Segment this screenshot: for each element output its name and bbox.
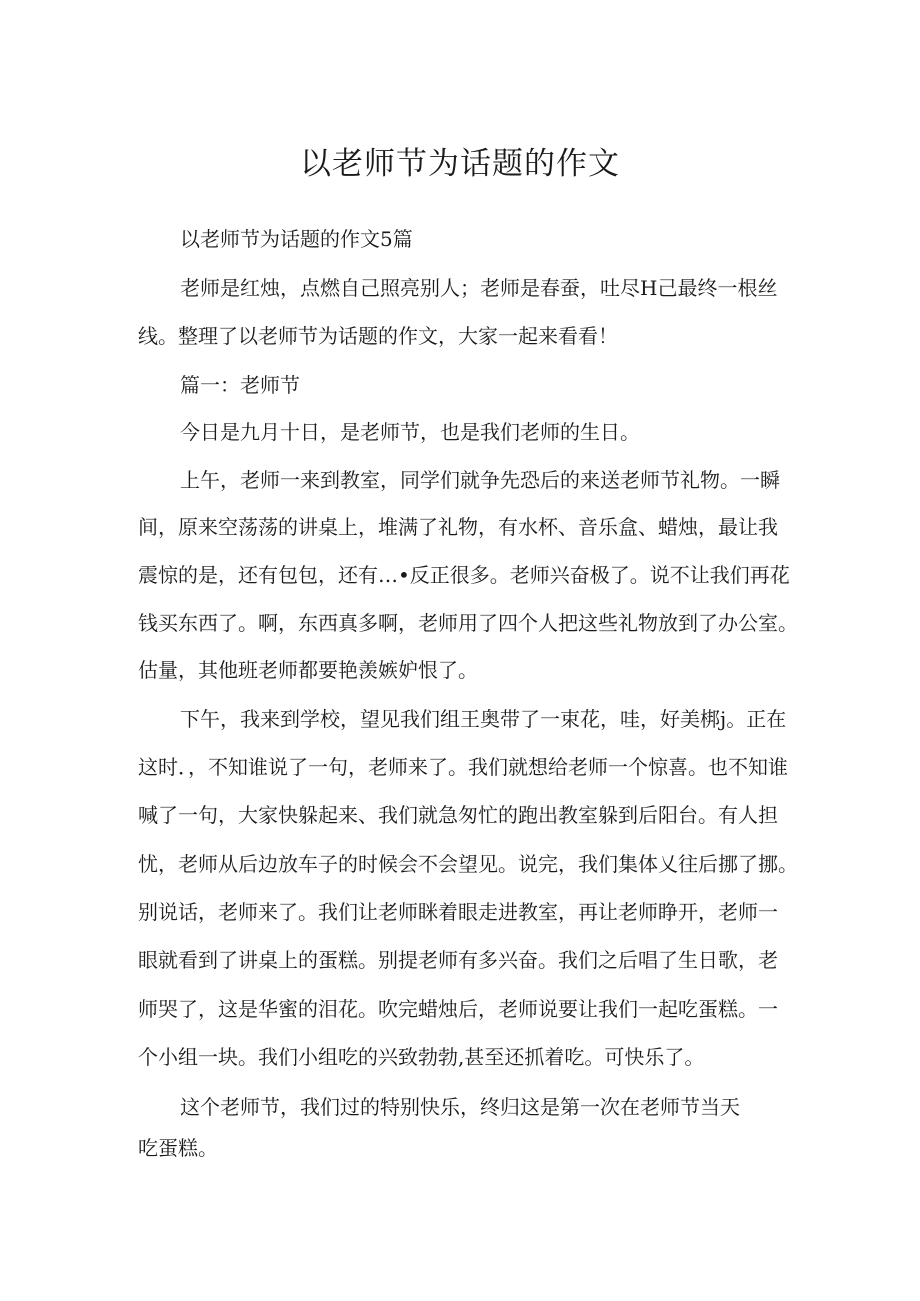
paragraph-line: 上午，老师一来到教室，同学们就争先恐后的来送老师节礼物。一瞬 <box>180 468 780 492</box>
paragraph-line: 别说话，老师来了。我们让老师眯着眼走进教室，再让老师睁开，老师一 <box>138 900 778 924</box>
paragraph-line: 忧，老师从后边放车子的时候会不会望见。说完，我们集体乂往后挪了挪。 <box>138 852 798 876</box>
paragraph-line: 师哭了，这是华蜜的泪花。吹完蜡烛后，老师说要让我们一起吃蛋糕。一 <box>138 997 778 1021</box>
paragraph-line: 这个老师节，我们过的特别快乐，终归这是第一次在老师节当天 <box>180 1095 740 1119</box>
paragraph-line: 个小组一块。我们小组吃的兴致勃勃,甚至还抓着吃。可快乐了。 <box>138 1045 705 1069</box>
paragraph-line: 震惊的是，还有包包，还有…•反正很多。老师兴奋极了。说不让我们再花 <box>138 563 790 587</box>
paragraph-line: 眼就看到了讲桌上的蛋糕。别提老师有多兴奋。我们之后唱了生日歌，老 <box>138 948 778 972</box>
paragraph-line: 这时．，不知谁说了一句，老师来了。我们就想给老师一个惊喜。也不知谁 <box>138 755 788 779</box>
paragraph-line: 估量，其他班老师都要艳羡嫉妒恨了。 <box>138 658 478 682</box>
paragraph-line: 间，原来空荡荡的讲桌上，堆满了礼物，有水杯、音乐盒、蜡烛，最让我 <box>138 515 778 539</box>
paragraph-line: 喊了一句，大家快躲起来、我们就急匆忙的跑出教室躲到后阳台。有人担 <box>138 803 778 827</box>
paragraph-line: 老师是红烛，点燃自己照亮别人；老师是春蚕，吐尽H己最终一根丝 <box>180 276 778 300</box>
paragraph-line: 吃蛋糕。 <box>138 1136 218 1160</box>
paragraph-line: 下午，我来到学校，望见我们组王奥带了一束花，哇，好美梆j。正在 <box>180 707 787 731</box>
section-heading: 篇一：老师节 <box>180 373 300 397</box>
paragraph-line: 线。整理了以老师节为话题的作文，大家一起来看看！ <box>138 324 618 348</box>
paragraph-line: 今日是九月十日，是老师节，也是我们老师的生日。 <box>180 420 640 444</box>
paragraph-line: 钱买东西了。啊，东西真多啊，老师用了四个人把这些礼物放到了办公室。 <box>138 611 798 635</box>
intro-line: 以老师节为话题的作文5篇 <box>180 227 413 251</box>
document-title: 以老师节为话题的作文 <box>300 146 620 182</box>
